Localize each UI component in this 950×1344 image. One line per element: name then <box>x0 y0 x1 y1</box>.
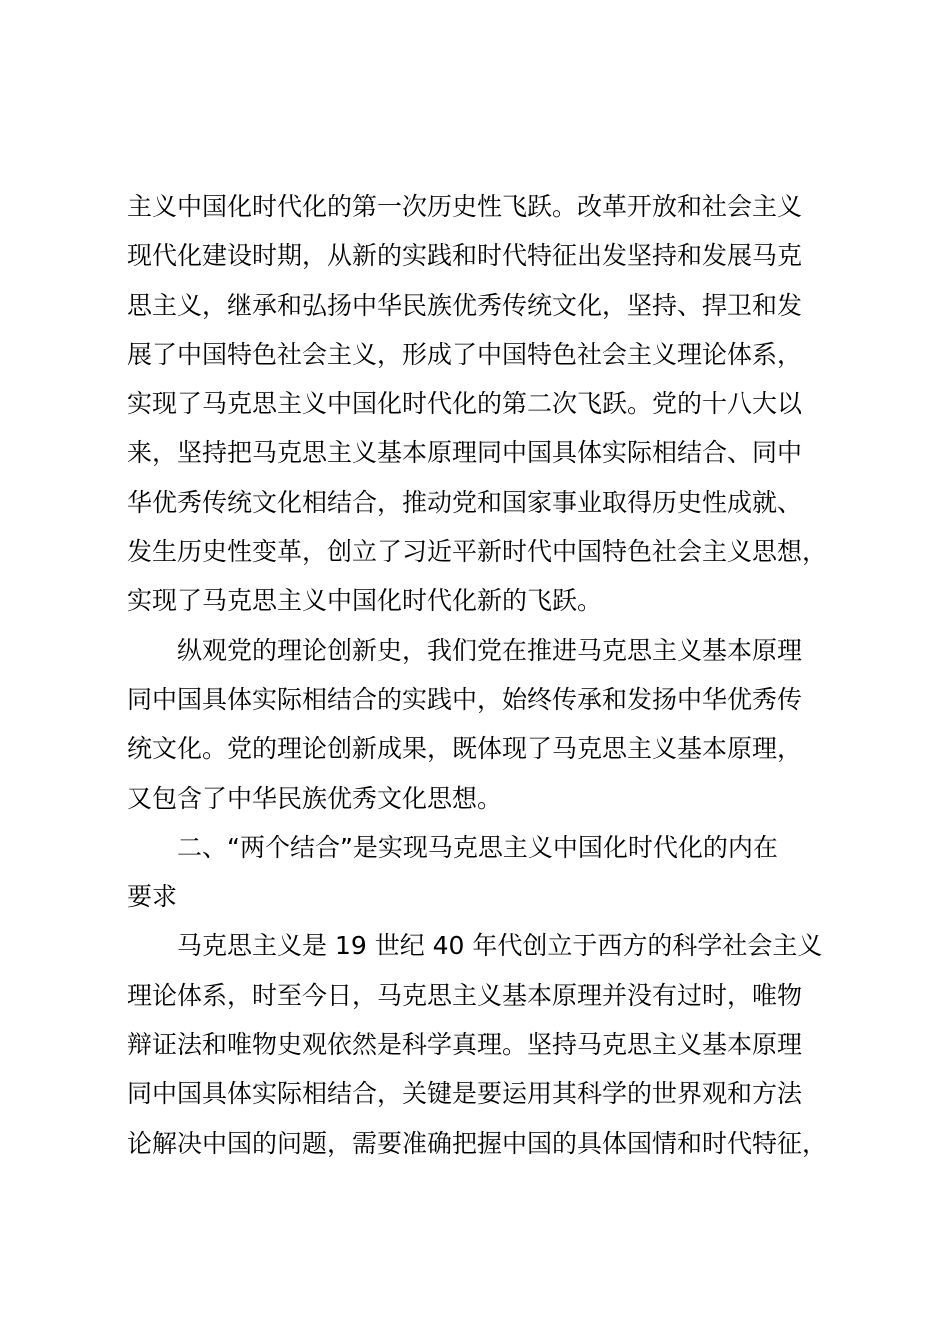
text-line-8: 发生历史性变革，创立了习近平新时代中国特色社会主义思想， <box>127 537 828 567</box>
text-line-17: 理论体系，时至今日，马克思主义基本原理并没有过时，唯物 <box>127 980 803 1010</box>
text-line-13: 又包含了中华民族优秀文化思想。 <box>127 783 503 813</box>
text-line-4: 展了中国特色社会主义，形成了中国特色社会主义理论体系， <box>127 339 803 369</box>
text-line-20: 论解决中国的问题，需要准确把握中国的具体国情和时代特征， <box>127 1128 828 1158</box>
text-line-18: 辩证法和唯物史观依然是科学真理。坚持马克思主义基本原理 <box>127 1030 803 1060</box>
text-line-19: 同中国具体实际相结合，关键是要运用其科学的世界观和方法 <box>127 1079 803 1109</box>
text-line-5: 实现了马克思主义中国化时代化的第二次飞跃。党的十八大以 <box>127 389 803 419</box>
text-line-9: 实现了马克思主义中国化时代化新的飞跃。 <box>127 586 603 616</box>
text-line-12: 统文化。党的理论创新成果，既体现了马克思主义基本原理， <box>127 734 803 764</box>
text-line-11: 同中国具体实际相结合的实践中，始终传承和发扬中华优秀传 <box>127 684 803 714</box>
text-line-2: 现代化建设时期，从新的实践和时代特征出发坚持和发展马克 <box>127 241 803 271</box>
section-heading: 二、“两个结合”是实现马克思主义中国化时代化的内在 <box>177 832 778 862</box>
text-line-7: 华优秀传统文化相结合，推动党和国家事业取得历史性成就、 <box>127 487 803 517</box>
text-line-1: 主义中国化时代化的第一次历史性飞跃。改革开放和社会主义 <box>127 192 803 221</box>
text-line-16: 马克思主义是 19 世纪 40 年代创立于西方的科学社会主义 <box>177 931 823 961</box>
text-line-10: 纵观党的理论创新史，我们党在推进马克思主义基本原理 <box>177 635 803 665</box>
text-line-3: 思主义，继承和弘扬中华民族优秀传统文化，坚持、捍卫和发 <box>127 290 803 320</box>
section-heading-continued: 要求 <box>127 882 178 912</box>
text-line-6: 来，坚持把马克思主义基本原理同中国具体实际相结合、同中 <box>127 438 803 468</box>
document-body <box>127 182 857 1168</box>
